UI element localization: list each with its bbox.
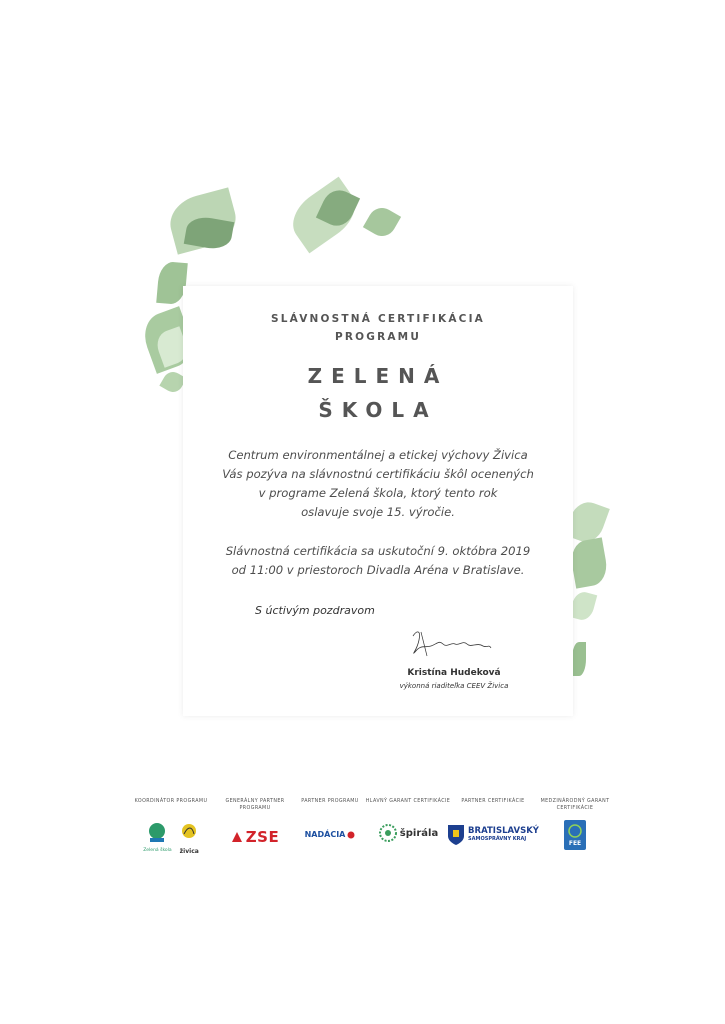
- partner-label: PARTNER PROGRAMU: [301, 799, 359, 804]
- partner-program: [285, 798, 375, 839]
- event-line: Slávnostná certifikácia sa uskutoční 9. októbra 2019: [225, 544, 531, 558]
- partner-coordinator: [126, 798, 216, 855]
- fee-logo-icon: [564, 820, 586, 850]
- partner-international: [530, 798, 620, 850]
- greeting: S úctivým pozdravom: [255, 604, 375, 617]
- zse-logo-icon: [231, 831, 243, 843]
- invitation-card: [183, 286, 573, 716]
- zivica-logo-icon: [180, 822, 198, 844]
- event-details: [183, 542, 573, 580]
- bsk-logo-subtext: SAMOSPRÁVNY KRAJ: [468, 836, 527, 842]
- pretitle-line-1: SLÁVNOSTNÁ CERTIFIKÁCIA: [270, 313, 486, 325]
- spirala-logo-text: špirála: [399, 827, 439, 839]
- pretitle-line-2: PROGRAMU: [334, 331, 422, 343]
- invitation-line: Vás pozýva na slávnostnú certifikáciu škôl ocenených: [222, 467, 534, 481]
- partner-label: HLAVNÝ GARANT CERTIFIKÁCIE: [365, 799, 451, 804]
- invitation-line: Centrum environmentálnej a etickej výchovy Živica: [228, 448, 528, 462]
- partner-label: GENERÁLNY PARTNER PROGRAMU: [225, 799, 285, 811]
- zelena-skola-logo-text: Zelená škola: [143, 848, 172, 853]
- partner-label: PARTNER CERTIFIKÁCIE: [461, 799, 525, 804]
- title-line-1: ZELENÁ: [307, 364, 449, 388]
- invitation-text: [183, 446, 573, 522]
- partner-label: KOORDINÁTOR PROGRAMU: [134, 799, 208, 804]
- signature-name: Kristína Hudeková: [407, 668, 501, 678]
- zse-logo-text: ZSE: [245, 828, 280, 846]
- fee-logo-text: FEE: [568, 840, 582, 847]
- bsk-logo-text: BRATISLAVSKÝ: [468, 826, 539, 836]
- spirala-logo-icon: [378, 823, 398, 843]
- signature-role: výkonná riaditeľka CEEV Živica: [399, 682, 509, 690]
- partner-certification: [443, 798, 543, 846]
- title-line-2: ŠKOLA: [318, 398, 438, 422]
- invitation-line: oslavuje svoje 15. výročie.: [301, 505, 455, 519]
- partner-main-guarantor: [363, 798, 453, 843]
- signature-scribble: [407, 626, 497, 660]
- nadacia-logo-icon: [347, 831, 355, 839]
- partner-label: MEDZINÁRODNÝ GARANT CERTIFIKÁCIE: [540, 799, 610, 811]
- event-line: od 11:00 v priestoroch Divadla Aréna v Bratislave.: [231, 563, 525, 577]
- invitation-line: v programe Zelená škola, ktorý tento rok: [258, 486, 498, 500]
- zivica-logo-text: živica: [179, 848, 199, 855]
- zelena-skola-logo-icon: [146, 822, 168, 844]
- nadacia-logo-text: NADÁCIA: [304, 830, 346, 839]
- bsk-coat-of-arms-icon: [447, 824, 465, 846]
